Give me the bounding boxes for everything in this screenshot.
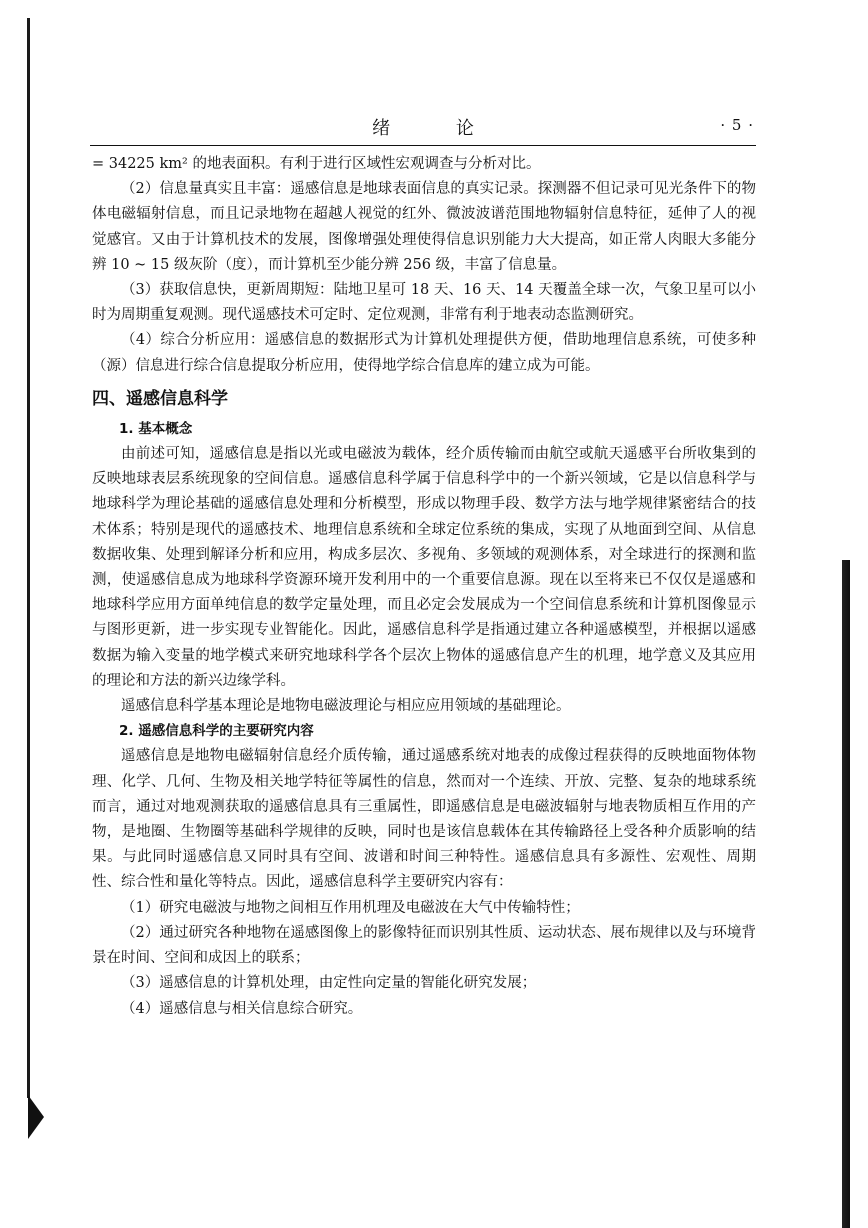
paragraph-item-3: （3）获取信息快，更新周期短：陆地卫星可 18 天、16 天、14 天覆盖全球一次，气象卫星可以小时为周期重复观测。现代遥感技术可定时、定位观测，非常有利于地表动态监测研究。 [92,282,756,324]
list-item-3: （3）遥感信息的计算机处理，由定性向定量的智能化研究发展； [121,975,537,992]
page-body [92,152,756,1022]
list-item-4: （4）遥感信息与相关信息综合研究。 [121,1000,363,1017]
subsection-heading-2: 2. 遥感信息科学的主要研究内容 [119,723,314,740]
page-number: · 5 · [720,116,754,134]
paragraph-basic-concept: 由前述可知，遥感信息是指以光或电磁波为载体，经介质传输而由航空或航天遥感平台所收集到的反映地球表层系统现象的空间信息。遥感信息科学属于信息科学中的一个新兴领域，它是以信息科学与地球科学为理论基础的遥感信息处理和分析模型，形成以物理手段、数学方法与地学规律紧密结合的技术体系；特别是现代的遥感技术、地理信息系统和全球定位系统的集成，实现了从地面到空间、从信息数据收集、处理到解译分析和应用，构成多层次、多视角、多领域的观测体系，对全球进行的探测和监测，使遥感信息成为地球科学资源环境开发利用中的一个重要信息源。现在以至将来已不仅仅是遥感和地球科学应用方面单纯信息的数学定量处理，而且必定会发展成为一个空间信息系统和计算机图像显示与图形更新，进一步实现专业智能化。因此，遥感信息科学是指通过建立各种遥感模型，并根据以遥感数据为输入变量的地学模式来研究地球科学各个层次上物体的遥感信息产生的机理，地学意义及其应用的理论和方法的新兴边缘学科。 [92,446,756,689]
paragraph-research-content: 遥感信息是地物电磁辐射信息经介质传输，通过遥感系统对地表的成像过程获得的反映地面物体物理、化学、几何、生物及相关地学特征等属性的信息，然而对一个连续、开放、完整、复杂的地球系统而言，通过对地观测获取的遥感信息具有三重属性，即遥感信息是电磁波辐射与地表物质相互作用的产物，是地圈、生物圈等基础科学规律的反映，同时也是该信息载体在其传输路径上受各种介质影响的结果。与此同时遥感信息又同时具有空间、波谱和时间三种特性。遥感信息具有多源性、宏观性、周期性、综合性和量化等特点。因此，遥感信息科学主要研究内容有： [92,748,756,891]
paragraph-item-2: （2）信息量真实且丰富：遥感信息是地球表面信息的真实记录。探测器不但记录可见光条件下的物体电磁辐射信息，而且记录地物在超越人视觉的红外、微波波谱范围地物辐射信息特征，延伸了人的视觉感官。又由于计算机技术的发展，图像增强处理使得信息识别能力大大提高，如正常人肉眼大多能分辨 10 ~ 15 级灰阶（度），而计算机至少能分辨 256 级，丰富了信息量。 [92,181,756,273]
subsection-heading-1: 1. 基本概念 [119,420,193,437]
list-item-2: （2）通过研究各种地物在遥感图像上的影像特征而识别其性质、运动状态、展布规律以及与环境背景在时间、空间和成因上的联系； [92,924,756,967]
paragraph-item-4: （4）综合分析应用：遥感信息的数据形式为计算机处理提供方便，借助地理信息系统，可使多种（源）信息进行综合信息提取分析应用，使得地学综合信息库的建立成为可能。 [92,332,756,374]
paragraph-basic-theory: 遥感信息科学基本理论是地物电磁波理论与相应应用领域的基础理论。 [121,698,571,715]
section-heading: 四、遥感信息科学 [92,388,228,409]
header-title: 绪 论 [372,118,504,139]
header-rule [90,145,756,146]
scan-page-edge-right-blank [836,0,850,560]
paragraph-continuation: = 34225 km² 的地表面积。有利于进行区域性宏观调查与分析对比。 [92,156,541,172]
list-item-1: （1）研究电磁波与地物之间相互作用机理及电磁波在大气中传输特性； [121,899,580,916]
scan-arrow-marker [28,1095,44,1139]
scan-page-edge-left [27,18,30,1098]
running-header [90,114,756,144]
